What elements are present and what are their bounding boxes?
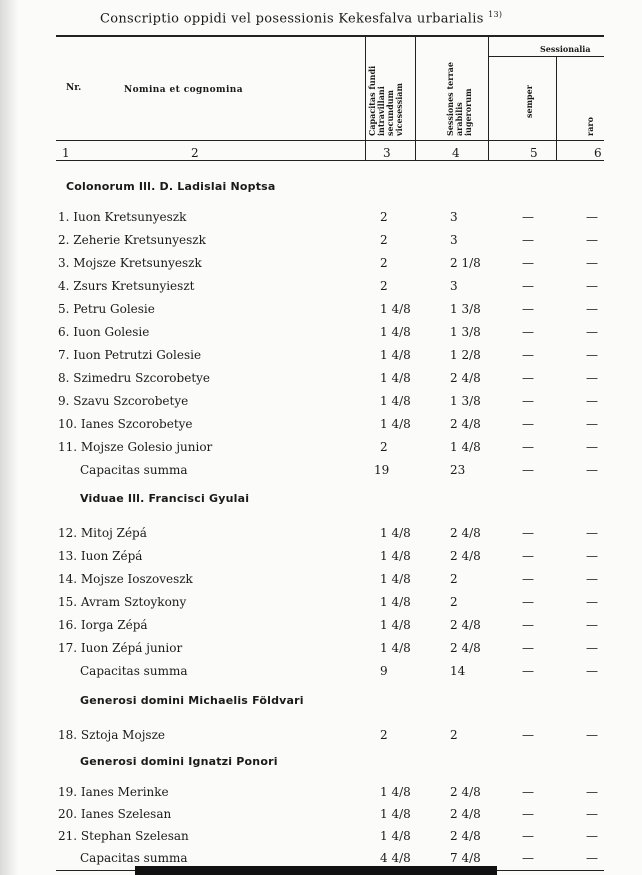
table-row [0, 807, 642, 827]
row-col6: — [586, 279, 598, 293]
row-col5: — [522, 233, 534, 247]
row-col6: — [586, 572, 598, 586]
row-col3: 1 4/8 [380, 526, 411, 540]
title-text: Conscriptio oppidi vel posessionis Kekesfalva urbarialis [100, 11, 484, 27]
table-row [0, 348, 642, 368]
row-col4: 2 4/8 [450, 785, 481, 799]
table-row [0, 785, 642, 805]
row-col3: 2 [380, 279, 388, 293]
row-col5: — [522, 325, 534, 339]
section-title: Viduae Ill. Francisci Gyulai [80, 492, 250, 505]
row-col3: 9 [380, 664, 388, 678]
table-row [0, 618, 642, 638]
col-sep [488, 36, 489, 161]
table-row [0, 256, 642, 276]
table-top-rule [56, 35, 604, 37]
colnum-6: 6 [594, 146, 602, 160]
summary-row [0, 664, 642, 684]
row-col4: 1 2/8 [450, 348, 481, 362]
colnum-2: 2 [191, 146, 199, 160]
row-name: 12. Mitoj Zépá [58, 526, 147, 540]
colnum-1: 1 [62, 146, 70, 160]
row-col5: — [522, 549, 534, 563]
row-col5: — [522, 302, 534, 316]
row-name: 19. Ianes Merinke [58, 785, 169, 799]
row-col3: 1 4/8 [380, 785, 411, 799]
header-bottom-rule [56, 140, 604, 141]
row-name: 2. Zeherie Kretsunyeszk [58, 233, 206, 247]
row-col5: — [522, 279, 534, 293]
header-col4-line: arabilis [454, 102, 464, 136]
row-col4: 2 4/8 [450, 618, 481, 632]
section-title: Generosi domini Michaelis Földvari [80, 694, 304, 707]
row-col4: 2 4/8 [450, 417, 481, 431]
row-name: 4. Zsurs Kretsunyieszt [58, 279, 195, 293]
row-col4: 3 [450, 279, 458, 293]
row-col3: 1 4/8 [380, 394, 411, 408]
header-col3 [368, 66, 404, 136]
header-col3-line: secundum [385, 90, 395, 136]
row-col3: 2 [380, 728, 388, 742]
sessionalia-rule [488, 56, 604, 57]
colnum-4: 4 [452, 146, 460, 160]
table-row [0, 210, 642, 230]
row-col6: — [586, 440, 598, 454]
table-row [0, 526, 642, 546]
row-name: Capacitas summa [80, 664, 188, 678]
row-col6: — [586, 641, 598, 655]
row-col6: — [586, 394, 598, 408]
row-col6: — [586, 785, 598, 799]
table-row [0, 440, 642, 460]
header-semper-text: semper [524, 85, 534, 118]
row-col6: — [586, 728, 598, 742]
row-col3: 1 4/8 [380, 572, 411, 586]
row-col3: 2 [380, 233, 388, 247]
table-row [0, 302, 642, 322]
row-col4: 2 4/8 [450, 641, 481, 655]
row-col5: — [522, 371, 534, 385]
row-col6: — [586, 371, 598, 385]
row-col5: — [522, 664, 534, 678]
section-title: Generosi domini Ignatzi Ponori [80, 755, 278, 768]
row-col4: 1 3/8 [450, 302, 481, 316]
table-row [0, 572, 642, 592]
row-name: 9. Szavu Szcorobetye [58, 394, 189, 408]
colnum-bottom-rule [56, 160, 604, 161]
row-col3: 1 4/8 [380, 549, 411, 563]
table-row [0, 549, 642, 569]
header-col4 [446, 62, 473, 136]
row-col4: 2 4/8 [450, 526, 481, 540]
table-row [0, 325, 642, 345]
page-title [100, 10, 502, 26]
row-col5: — [522, 572, 534, 586]
row-col6: — [586, 664, 598, 678]
header-col3-line: vicesessiam [394, 83, 404, 136]
title-footnote: 13) [488, 10, 503, 19]
row-col4: 2 [450, 728, 458, 742]
col-sep [415, 36, 416, 161]
row-col4: 2 4/8 [450, 807, 481, 821]
row-col6: — [586, 549, 598, 563]
row-col4: 2 4/8 [450, 829, 481, 843]
row-name: 16. Iorga Zépá [58, 618, 148, 632]
row-name: 8. Szimedru Szcorobetye [58, 371, 211, 385]
row-col6: — [586, 807, 598, 821]
row-col3: 1 4/8 [380, 371, 411, 385]
row-col4: 1 4/8 [450, 440, 481, 454]
row-col6: — [586, 348, 598, 362]
table-row [0, 728, 642, 748]
row-name: 15. Avram Sztoykony [58, 595, 187, 609]
row-col6: — [586, 618, 598, 632]
col-sep [556, 57, 557, 161]
header-raro [586, 117, 595, 136]
row-name: 7. Iuon Petrutzi Golesie [58, 348, 202, 362]
row-name: 18. Sztoja Mojsze [58, 728, 165, 742]
table-row [0, 417, 642, 437]
header-nr: Nr. [66, 83, 82, 93]
row-col5: — [522, 829, 534, 843]
row-col5: — [522, 394, 534, 408]
row-col4: 2 4/8 [450, 549, 481, 563]
row-col6: — [586, 325, 598, 339]
row-name: 14. Mojsze Ioszoveszk [58, 572, 193, 586]
row-col4: 14 [450, 664, 466, 678]
row-col4: 2 1/8 [450, 256, 481, 270]
row-col4: 3 [450, 210, 458, 224]
row-col4: 1 3/8 [450, 325, 481, 339]
row-name: 11. Mojsze Golesio junior [58, 440, 213, 454]
table-row [0, 829, 642, 849]
header-nomina: Nomina et cognomina [124, 85, 243, 95]
row-col6: — [586, 851, 598, 865]
row-col6: — [586, 829, 598, 843]
row-name: 20. Ianes Szelesan [58, 807, 172, 821]
row-col6: — [586, 595, 598, 609]
colnum-5: 5 [530, 146, 538, 160]
header-semper [525, 85, 534, 118]
row-col5: — [522, 618, 534, 632]
row-col5: — [522, 256, 534, 270]
table-row [0, 595, 642, 615]
row-col5: — [522, 595, 534, 609]
row-col4: 2 [450, 595, 458, 609]
row-name: 17. Iuon Zépá junior [58, 641, 183, 655]
table-row [0, 394, 642, 414]
row-col6: — [586, 233, 598, 247]
row-col5: — [522, 526, 534, 540]
row-name: 1. Iuon Kretsunyeszk [58, 210, 187, 224]
row-name: Capacitas summa [80, 851, 188, 865]
row-col3: 1 4/8 [380, 641, 411, 655]
row-col5: — [522, 851, 534, 865]
row-col5: — [522, 348, 534, 362]
header-col4-line: Sessiones terrae [445, 62, 455, 136]
row-col3: 1 4/8 [380, 829, 411, 843]
row-col4: 3 [450, 233, 458, 247]
row-name: 21. Stephan Szelesan [58, 829, 189, 843]
row-col6: — [586, 463, 598, 477]
row-name: 13. Iuon Zépá [58, 549, 143, 563]
row-col3: 2 [380, 256, 388, 270]
row-col6: — [586, 302, 598, 316]
row-name: 6. Iuon Golesie [58, 325, 150, 339]
table-row [0, 279, 642, 299]
row-name: 10. Ianes Szcorobetye [58, 417, 193, 431]
table-row [0, 233, 642, 253]
row-col3: 2 [380, 210, 388, 224]
table-row [0, 371, 642, 391]
row-col6: — [586, 210, 598, 224]
summary-row [0, 463, 642, 483]
header-col4-line: iugerorum [463, 88, 473, 136]
row-col5: — [522, 728, 534, 742]
colnum-3: 3 [383, 146, 391, 160]
row-col5: — [522, 785, 534, 799]
row-name: 5. Petru Golesie [58, 302, 155, 316]
row-col4: 7 4/8 [450, 851, 481, 865]
row-col3: 1 4/8 [380, 348, 411, 362]
row-col5: — [522, 210, 534, 224]
row-col6: — [586, 417, 598, 431]
row-col5: — [522, 641, 534, 655]
row-col3: 1 4/8 [380, 302, 411, 316]
row-name: 3. Mojsze Kretsunyeszk [58, 256, 202, 270]
header-sessionalia: Sessionalia [540, 44, 591, 54]
row-col5: — [522, 463, 534, 477]
row-name: Capacitas summa [80, 463, 188, 477]
row-col4: 2 4/8 [450, 371, 481, 385]
row-col3: 1 4/8 [380, 595, 411, 609]
row-col4: 2 [450, 572, 458, 586]
header-col3-line: intravillani [376, 86, 386, 136]
row-col3: 2 [380, 440, 388, 454]
row-col3: 1 4/8 [380, 618, 411, 632]
row-col4: 1 3/8 [450, 394, 481, 408]
scrollbar[interactable] [135, 866, 497, 875]
table-row [0, 641, 642, 661]
section-title: Colonorum Ill. D. Ladislai Noptsa [66, 180, 276, 193]
header-col3-line: Capacitas fundi [367, 65, 377, 136]
row-col5: — [522, 440, 534, 454]
row-col4: 23 [450, 463, 466, 477]
row-col3: 1 4/8 [380, 807, 411, 821]
row-col6: — [586, 526, 598, 540]
row-col3: 4 4/8 [380, 851, 411, 865]
row-col5: — [522, 807, 534, 821]
col-sep [365, 36, 366, 161]
header-raro-text: raro [585, 117, 595, 136]
row-col3: 1 4/8 [380, 325, 411, 339]
row-col3: 19 [374, 463, 390, 477]
row-col6: — [586, 256, 598, 270]
row-col3: 1 4/8 [380, 417, 411, 431]
row-col5: — [522, 417, 534, 431]
